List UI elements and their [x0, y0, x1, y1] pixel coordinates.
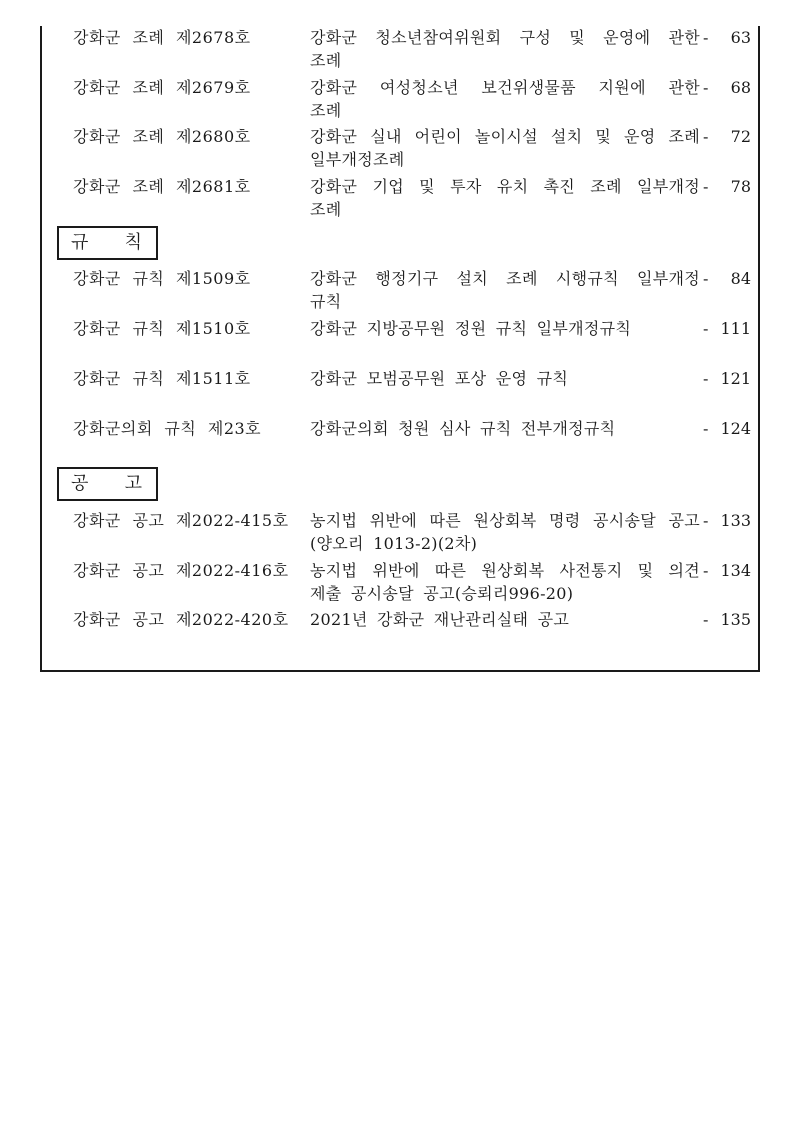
entry-reference: 강화군 조례 제2678호 [73, 28, 251, 47]
entry-page-number: 72 [730, 127, 751, 146]
entry-leader-dash: - [703, 177, 709, 196]
entry-reference: 강화군 조례 제2680호 [73, 127, 251, 146]
entry-title [310, 76, 700, 122]
entry-page-number: 84 [730, 269, 751, 288]
entry-leader-dash: - [703, 610, 709, 629]
section-heading-char: 규 [71, 232, 89, 253]
entry-leader-dash: - [703, 419, 709, 438]
entry-leader-dash: - [703, 127, 709, 146]
entry-title-line-1: 농지법 위반에 따른 원상회복 사전통지 및 의견 [310, 561, 700, 580]
entry-title [310, 317, 700, 340]
entry-reference: 강화군 조례 제2681호 [73, 177, 251, 196]
entry-title [310, 26, 700, 72]
entry-title-line-2: 조례 [310, 101, 342, 120]
entry-title [310, 175, 700, 221]
entry-title [310, 367, 700, 390]
section-heading-notices [57, 467, 158, 501]
entry-title-line-1: 강화군 기업 및 투자 유치 촉진 조례 일부개정 [310, 177, 700, 196]
entry-title [310, 417, 700, 440]
section-heading-char: 칙 [124, 232, 142, 253]
entry-reference: 강화군 조례 제2679호 [73, 78, 251, 97]
entry-leader-dash: - [703, 269, 709, 288]
entry-reference: 강화군 공고 제2022-420호 [73, 610, 289, 629]
entry-page-number: 78 [730, 177, 751, 196]
entry-title-line-2: 제출 공시송달 공고(승뢰리996-20) [310, 584, 574, 603]
entry-page-number: 135 [720, 610, 751, 629]
entry-title-line-2: 일부개정조례 [310, 150, 405, 169]
entry-title-line-1: 강화군의회 청원 심사 규칙 전부개정규칙 [310, 419, 616, 438]
entry-leader-dash: - [703, 369, 709, 388]
entry-leader-dash: - [703, 511, 709, 530]
entry-title-line-1: 2021년 강화군 재난관리실태 공고 [310, 610, 570, 629]
entry-title-line-2: (양오리 1013-2)(2차) [310, 534, 478, 553]
entry-title-line-2: 규칙 [310, 292, 342, 311]
entry-title-line-1: 강화군 실내 어린이 놀이시설 설치 및 운영 조례 [310, 127, 700, 146]
entry-page-number: 133 [720, 511, 751, 530]
entry-title-line-1: 강화군 여성청소년 보건위생물품 지원에 관한 [310, 78, 700, 97]
entry-title-line-1: 농지법 위반에 따른 원상회복 명령 공시송달 공고 [310, 511, 700, 530]
section-heading-char: 공 [71, 473, 89, 494]
entry-page-number: 124 [720, 419, 751, 438]
entry-title [310, 267, 700, 313]
entry-title-line-2: 조례 [310, 51, 342, 70]
entry-page-number: 134 [720, 561, 751, 580]
entry-title-line-2: 조례 [310, 200, 342, 219]
entry-title-line-1: 강화군 지방공무원 정원 규칙 일부개정규칙 [310, 319, 632, 338]
entry-leader-dash: - [703, 78, 709, 97]
entry-title [310, 125, 700, 171]
entry-title [310, 608, 700, 631]
entry-page-number: 68 [730, 78, 751, 97]
entry-page-number: 63 [730, 28, 751, 47]
entry-reference: 강화군 규칙 제1510호 [73, 319, 251, 338]
entry-reference: 강화군 공고 제2022-416호 [73, 561, 289, 580]
entry-title-line-1: 강화군 행정기구 설치 조례 시행규칙 일부개정 [310, 269, 700, 288]
entry-reference: 강화군 공고 제2022-415호 [73, 511, 289, 530]
entry-leader-dash: - [703, 319, 709, 338]
entry-leader-dash: - [703, 561, 709, 580]
entry-title-line-1: 강화군 모범공무원 포상 운영 규칙 [310, 369, 569, 388]
entry-title [310, 559, 700, 605]
entry-leader-dash: - [703, 28, 709, 47]
entry-page-number: 121 [720, 369, 751, 388]
section-heading-rules [57, 226, 158, 260]
entry-reference: 강화군 규칙 제1511호 [73, 369, 251, 388]
entry-reference: 강화군 규칙 제1509호 [73, 269, 251, 288]
section-heading-char: 고 [124, 473, 142, 494]
entry-title [310, 509, 700, 555]
entry-title-line-1: 강화군 청소년참여위원회 구성 및 운영에 관한 [310, 28, 700, 47]
entry-reference: 강화군의회 규칙 제23호 [73, 419, 262, 438]
entry-page-number: 111 [720, 319, 751, 338]
